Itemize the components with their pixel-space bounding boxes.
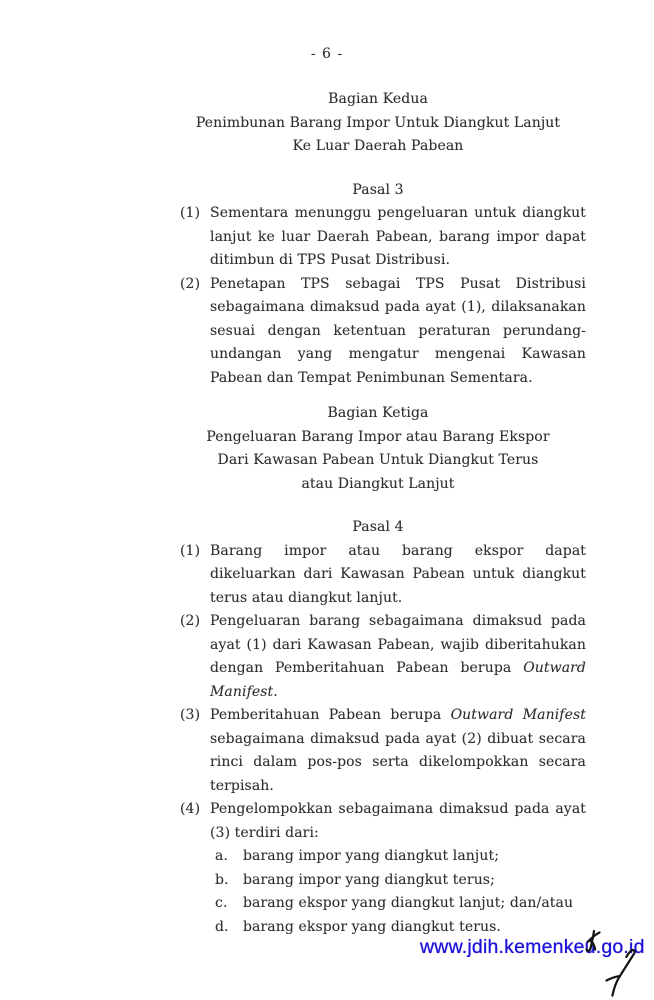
document-content (180, 88, 586, 939)
numbered-item (180, 540, 586, 611)
item-text: barang impor yang diangkut terus; (243, 871, 495, 888)
heading-line: Dari Kawasan Pabean Untuk Diangkut Terus (217, 452, 539, 468)
item-marker: (2) (180, 613, 201, 629)
item-text: Penetapan TPS sebagai TPS Pusat Distribusi sebagaimana dimaksud pada ayat (1), dilaksanakan sesuai dengan ketentuan peraturan perundang-undangan yang mengatur mengenai Kawasan Pabean dan Tempat Penimbunan Sementara. (210, 275, 586, 386)
item-marker: (3) (180, 707, 201, 723)
item-marker: (1) (180, 542, 201, 559)
heading-line: atau Diangkut Lanjut (301, 475, 455, 492)
lettered-item (180, 845, 586, 869)
item-marker: (1) (180, 205, 201, 221)
item-text: Sementara menunggu pengeluaran untuk diangkut lanjut ke luar Daerah Pabean, barang impor dapat ditimbun di TPS Pusat Distribusi. (210, 205, 586, 268)
numbered-item (180, 798, 586, 845)
item-marker: c. (215, 895, 228, 911)
item-marker: b. (215, 871, 229, 888)
item-marker: d. (215, 918, 229, 935)
lettered-item (180, 892, 586, 916)
heading-line: Ke Luar Daerah Pabean (292, 138, 464, 154)
numbered-item (180, 202, 586, 273)
watermark-url: www.jdih.kemenkeu.go.id (420, 936, 645, 958)
page-number: - 6 - (310, 46, 344, 62)
bagian-kedua-heading (180, 88, 586, 159)
item-marker: (2) (180, 275, 201, 292)
item-text: Barang impor atau barang ekspor dapat dikeluarkan dari Kawasan Pabean untuk diangkut terus atau diangkut lanjut. (210, 542, 586, 606)
numbered-item (180, 704, 586, 798)
lettered-item (180, 869, 586, 893)
item-text: barang ekspor yang diangkut lanjut; dan/atau (243, 895, 574, 911)
item-text: Pemberitahuan Pabean berupa Outward Manifest sebagaimana dimaksud pada ayat (2) dibuat secara rinci dalam pos-pos serta dikelompokkan secara terpisah. (210, 707, 586, 794)
item-text: barang ekspor yang diangkut terus. (243, 918, 501, 935)
numbered-item (180, 610, 586, 704)
handwritten-initials (580, 903, 640, 998)
pasal-3-title: Pasal 3 (352, 181, 404, 198)
numbered-item (180, 273, 586, 391)
heading-line: Bagian Kedua (328, 91, 428, 107)
item-text: Pengelompokkan sebagaimana dimaksud pada ayat (3) terdiri dari: (210, 801, 586, 841)
item-marker: (4) (180, 801, 201, 817)
item-text: barang impor yang diangkut lanjut; (243, 848, 500, 864)
item-marker: a. (215, 848, 228, 864)
pasal-4-title: Pasal 4 (352, 519, 404, 535)
item-text: Pengeluaran barang sebagaimana dimaksud pada ayat (1) dari Kawasan Pabean, wajib diberitahukan dengan Pemberitahuan Pabean berupa Outward Manifest. (210, 613, 586, 700)
heading-line: Pengeluaran Barang Impor atau Barang Ekspor (206, 428, 550, 445)
paraf-main-stroke (612, 950, 634, 996)
bagian-ketiga-heading (180, 402, 586, 496)
heading-line: Penimbunan Barang Impor Untuk Diangkut Lanjut (195, 114, 561, 131)
heading-line: Bagian Ketiga (327, 405, 429, 421)
